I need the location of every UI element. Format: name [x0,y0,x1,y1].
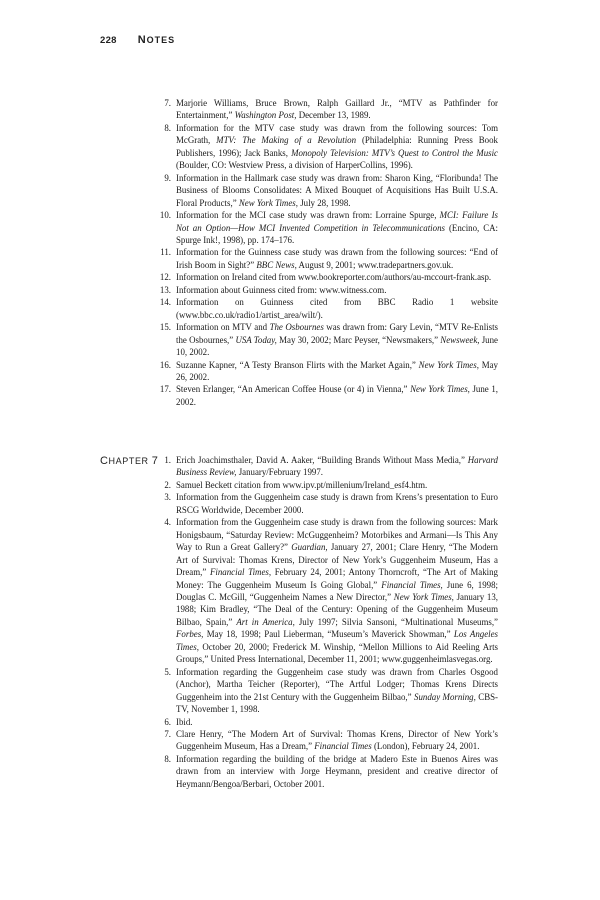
note-number: 3. [164,492,171,503]
note-item [159,383,498,408]
note-text: Information for the MCI case study was drawn from: Lorraine Spurge, MCI: Failure Is Not an Option—How MCI Invented Competition in Telecommunications (Encino, CA: Spurge Ink!, 1998), pp. 174–176. [176,210,499,245]
note-number: 13. [159,284,171,295]
note-number: 11. [160,247,171,258]
note-item [164,454,498,479]
note-item [164,122,498,172]
note-item [159,321,499,358]
note-number: 2. [164,479,171,490]
note-number: 8. [164,753,171,764]
note-text: Steven Erlanger, “An American Coffee House (or 4) in Vienna,” New York Times, June 1, 2002. [176,384,498,407]
note-text: Information regarding the building of the bridge at Madero Este in Buenos Aires was drawn from an interview with Jorge Heymann, president and creative director of Heymann/Bengoa/Berbari, October 2001. [176,753,498,789]
note-number: 10. [159,210,171,221]
note-item [159,359,498,384]
notes-section-chapter-6 [0,97,600,408]
note-number: 17. [159,384,171,395]
note-item [164,753,498,790]
note-item [159,209,499,246]
note-number: 12. [159,272,171,283]
note-item [164,491,498,516]
notes-section-chapter-7 [0,454,600,790]
note-number: 7. [164,728,171,739]
note-text: Information for the MTV case study was drawn from the following sources: Tom McGrath, MTV: The Making of a Revolution (Philadelphia: Running Press Book Publishers, 1996); Jack Banks, Monopoly Television: MTV’s Quest to Control the Music (Boulder, CO: Westview Press, a division of HarperCollins, 1996). [176,122,498,171]
note-text: Samuel Beckett citation from www.ipv.pt/millenium/Ireland_esf4.htm. [176,479,428,490]
note-text: Suzanne Kapner, “A Testy Branson Flirts with the Market Again,” New York Times, May 26, 2002. [176,359,498,382]
notes-list [0,454,600,790]
note-text: Information from the Guggenheim case study is drawn from Krens’s presentation to Euro RSCG Worldwide, December 2000. [176,492,498,515]
note-number: 1. [164,455,171,465]
note-item [164,666,498,716]
note-number: 8. [164,122,171,133]
note-item [160,246,498,271]
note-number: 14. [159,297,171,308]
page-number: 228 [100,35,117,46]
note-item [164,172,498,209]
note-text: Ibid. [176,716,193,727]
note-item [159,296,498,321]
running-title: NOTES [137,34,176,46]
note-text: Clare Henry, “The Modern Art of Survival: Thomas Krens, Director of New York’s Guggenheim Museum, Has a Dream,” Financial Times (London), February 24, 2001. [176,728,498,752]
note-number: 4. [164,517,171,528]
chapter-label: CHAPTER 7 [100,455,159,467]
note-item [159,284,498,296]
note-text: Erich Joachimsthaler, David A. Aaker, “Building Brands Without Mass Media,” Harvard Business Review, January/February 1997. [176,455,498,478]
note-item [164,728,498,753]
note-text: Information from the Guggenheim case study is drawn from the following sources: Mark Honigsbaum, “Saturday Review: McGuggenheim? Motorbikes and Armani—Is This Any Way to Run a Great Gallery?” Guardian, January 27, 2001; Clare Henry, “The Modern Art of Survival: Thomas Krens, Director of New York’s Guggenheim Museum, Has a Dream,” Financial Times, February 24, 2001; Antony Thorncroft, “The Art of Making Money: The Guggenheim Museum Is Going Global,” Financial Times, June 6, 1998; Douglas C. McGill, “Guggenheim Names a New Director,” New York Times, January 13, 1988; Kim Bradley, “The Deal of the Century: Opening of the Guggenheim Museum Bilbao, Spain,” Art in America, July 1997; Silvia Sansoni, “Multinational Museums,” Forbes, May 18, 1998; Paul Lieberman, “Museum’s Maverick Showman,” Los Angeles Times, October 20, 2000; Frederick M. Winship, “Mellon Millions to Aid Reeling Arts Groups,” United Press International, December 11, 2001; www.guggenheimlasvegas.org. [176,517,498,665]
note-item [159,271,498,283]
note-text: Information on MTV and The Osbournes was drawn from: Gary Levin, “MTV Re-Enlists the Osbournes,” USA Today, May 30, 2002; Marc Peyser, “Newsmakers,” Newsweek, June 10, 2002. [176,322,499,358]
note-number: 6. [164,716,171,727]
running-head [100,34,175,46]
note-number: 15. [159,322,171,333]
note-number: 9. [164,172,171,183]
note-item [164,716,498,728]
note-item [164,97,498,122]
note-text: Information for the Guinness case study was drawn from the following sources: “End of Irish Boom in Sight?” BBC News, August 9, 2001; www.tradepartners.gov.uk. [176,247,498,270]
note-number: 16. [159,359,171,370]
note-number: 5. [164,666,171,677]
note-text: Information on Guinness cited from BBC Radio 1 website (www.bbc.co.uk/radio1/artist_area/wilt/). [176,297,498,320]
notes-list [0,97,600,408]
note-text: Marjorie Williams, Bruce Brown, Ralph Gaillard Jr., “MTV as Pathfinder for Entertainment,” Washington Post, December 13, 1989. [176,98,498,121]
note-text: Information regarding the Guggenheim case study was drawn from Charles Osgood (Anchor), Martha Teicher (Reporter), “The Artful Lodger; Thomas Krens Directs Guggenheim into the 21st Century with the Guggenheim Bilbao,” Sunday Morning, CBS-TV, November 1, 1998. [176,666,498,715]
note-item [164,479,498,491]
note-text: Information on Ireland cited from www.bookreporter.com/authors/au-mccourt-frank.asp. [176,272,492,283]
note-number: 7. [164,98,171,108]
note-text: Information about Guinness cited from: www.witness.com. [176,284,387,295]
note-item [164,516,498,665]
note-text: Information in the Hallmark case study was drawn from: Sharon King, “Floribunda! The Business of Blooms Consolidates: A Mixed Bouquet of Acquisitions Has Built U.S.A. Floral Products,” New York Times, July 28, 1998. [176,172,498,208]
